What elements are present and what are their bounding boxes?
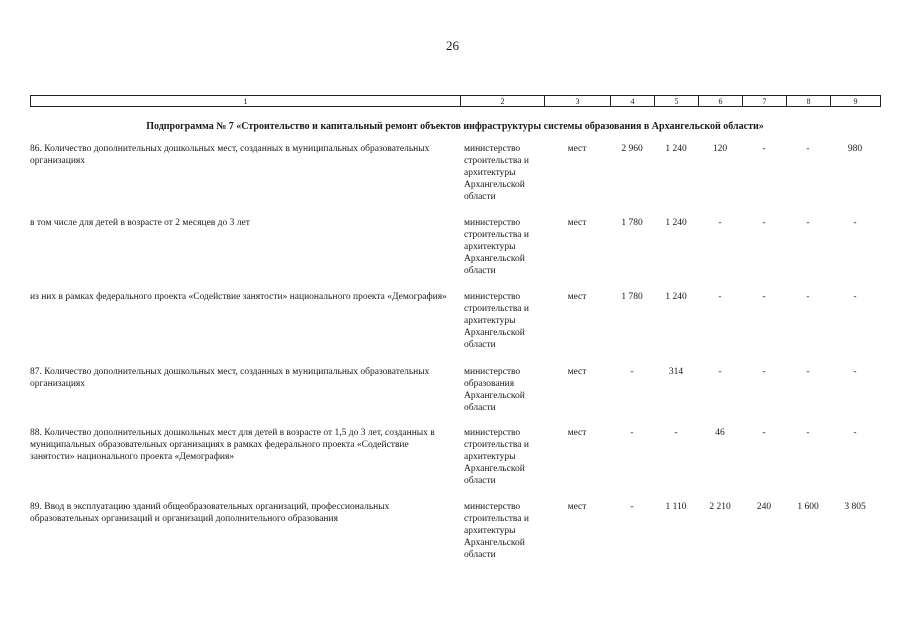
responsible-body: министерство строительства и архитектуры Архангельской области: [464, 144, 529, 202]
column-number: 6: [699, 96, 743, 107]
table-row: [30, 366, 880, 427]
value-cell: -: [853, 218, 857, 228]
value-cell: -: [630, 502, 634, 512]
unit: мест: [567, 367, 587, 377]
indicator-name: в том числе для детей в возрасте от 2 месяцев до 3 лет: [30, 218, 250, 228]
unit: мест: [567, 428, 587, 438]
table-row: [30, 501, 880, 575]
unit: мест: [567, 144, 587, 154]
value-cell: 46: [715, 428, 725, 438]
page-number: 26: [446, 38, 459, 53]
indicator-name: 88. Количество дополнительных дошкольных мест для детей в возрасте от 1,5 до 3 лет, созданных в муниципальных образовательных организациях в рамках федерального проекта «Содействие занятости» национального проекта «Демография»: [30, 428, 435, 462]
value-cell: 120: [712, 144, 728, 154]
column-number: 1: [31, 96, 461, 107]
table-row: [30, 143, 880, 217]
value-cell: -: [674, 428, 678, 438]
value-cell: 240: [756, 502, 772, 512]
column-number: 5: [655, 96, 699, 107]
value-cell: -: [853, 292, 857, 302]
responsible-body: министерство образования Архангельской области: [464, 367, 525, 413]
value-cell: 1 780: [621, 218, 643, 228]
indicator-name: 87. Количество дополнительных дошкольных мест, созданных в муниципальных образовательных организациях: [30, 367, 430, 389]
value-cell: 1 600: [797, 502, 819, 512]
value-cell: 2 960: [621, 144, 643, 154]
value-cell: -: [630, 367, 634, 377]
value-cell: -: [806, 144, 810, 154]
responsible-body: министерство строительства и архитектуры Архангельской области: [464, 292, 529, 350]
column-number: 2: [461, 96, 545, 107]
value-cell: 1 110: [665, 502, 687, 512]
table-row: [30, 217, 880, 291]
value-cell: 1 240: [665, 218, 687, 228]
table-row: [30, 291, 880, 366]
indicator-name: из них в рамках федерального проекта «Содействие занятости» национального проекта «Демография»: [30, 292, 447, 302]
unit: мест: [567, 292, 587, 302]
value-cell: 1 780: [621, 292, 643, 302]
column-number: 7: [743, 96, 787, 107]
column-number: 9: [831, 96, 881, 107]
value-cell: -: [853, 367, 857, 377]
indicator-name: 86. Количество дополнительных дошкольных мест, созданных в муниципальных образовательных организациях: [30, 144, 430, 166]
value-cell: -: [762, 367, 766, 377]
value-cell: -: [806, 367, 810, 377]
column-number: 4: [611, 96, 655, 107]
unit: мест: [567, 218, 587, 228]
indicator-name: 89. Ввод в эксплуатацию зданий общеобразовательных организаций, профессиональных образовательных организаций и организаций дополнительного образования: [30, 502, 390, 524]
value-cell: -: [762, 292, 766, 302]
value-cell: -: [762, 218, 766, 228]
indicators-table: [30, 143, 880, 575]
value-cell: 314: [668, 367, 684, 377]
value-cell: -: [718, 367, 722, 377]
subprogram-title: Подпрограмма № 7 «Строительство и капитальный ремонт объектов инфраструктуры системы образования в Архангельской области»: [146, 121, 764, 132]
value-cell: -: [718, 218, 722, 228]
value-cell: 3 805: [844, 502, 866, 512]
column-number: 3: [545, 96, 611, 107]
responsible-body: министерство строительства и архитектуры Архангельской области: [464, 428, 529, 486]
value-cell: -: [853, 428, 857, 438]
value-cell: -: [762, 428, 766, 438]
value-cell: -: [806, 292, 810, 302]
value-cell: -: [806, 218, 810, 228]
value-cell: -: [806, 428, 810, 438]
value-cell: 2 210: [709, 502, 731, 512]
value-cell: -: [762, 144, 766, 154]
column-number-header: [30, 95, 881, 107]
responsible-body: министерство строительства и архитектуры Архангельской области: [464, 502, 529, 560]
table-row: [30, 427, 880, 501]
value-cell: 980: [847, 144, 863, 154]
unit: мест: [567, 502, 587, 512]
value-cell: 1 240: [665, 144, 687, 154]
value-cell: -: [630, 428, 634, 438]
column-number: 8: [787, 96, 831, 107]
value-cell: -: [718, 292, 722, 302]
responsible-body: министерство строительства и архитектуры Архангельской области: [464, 218, 529, 276]
value-cell: 1 240: [665, 292, 687, 302]
